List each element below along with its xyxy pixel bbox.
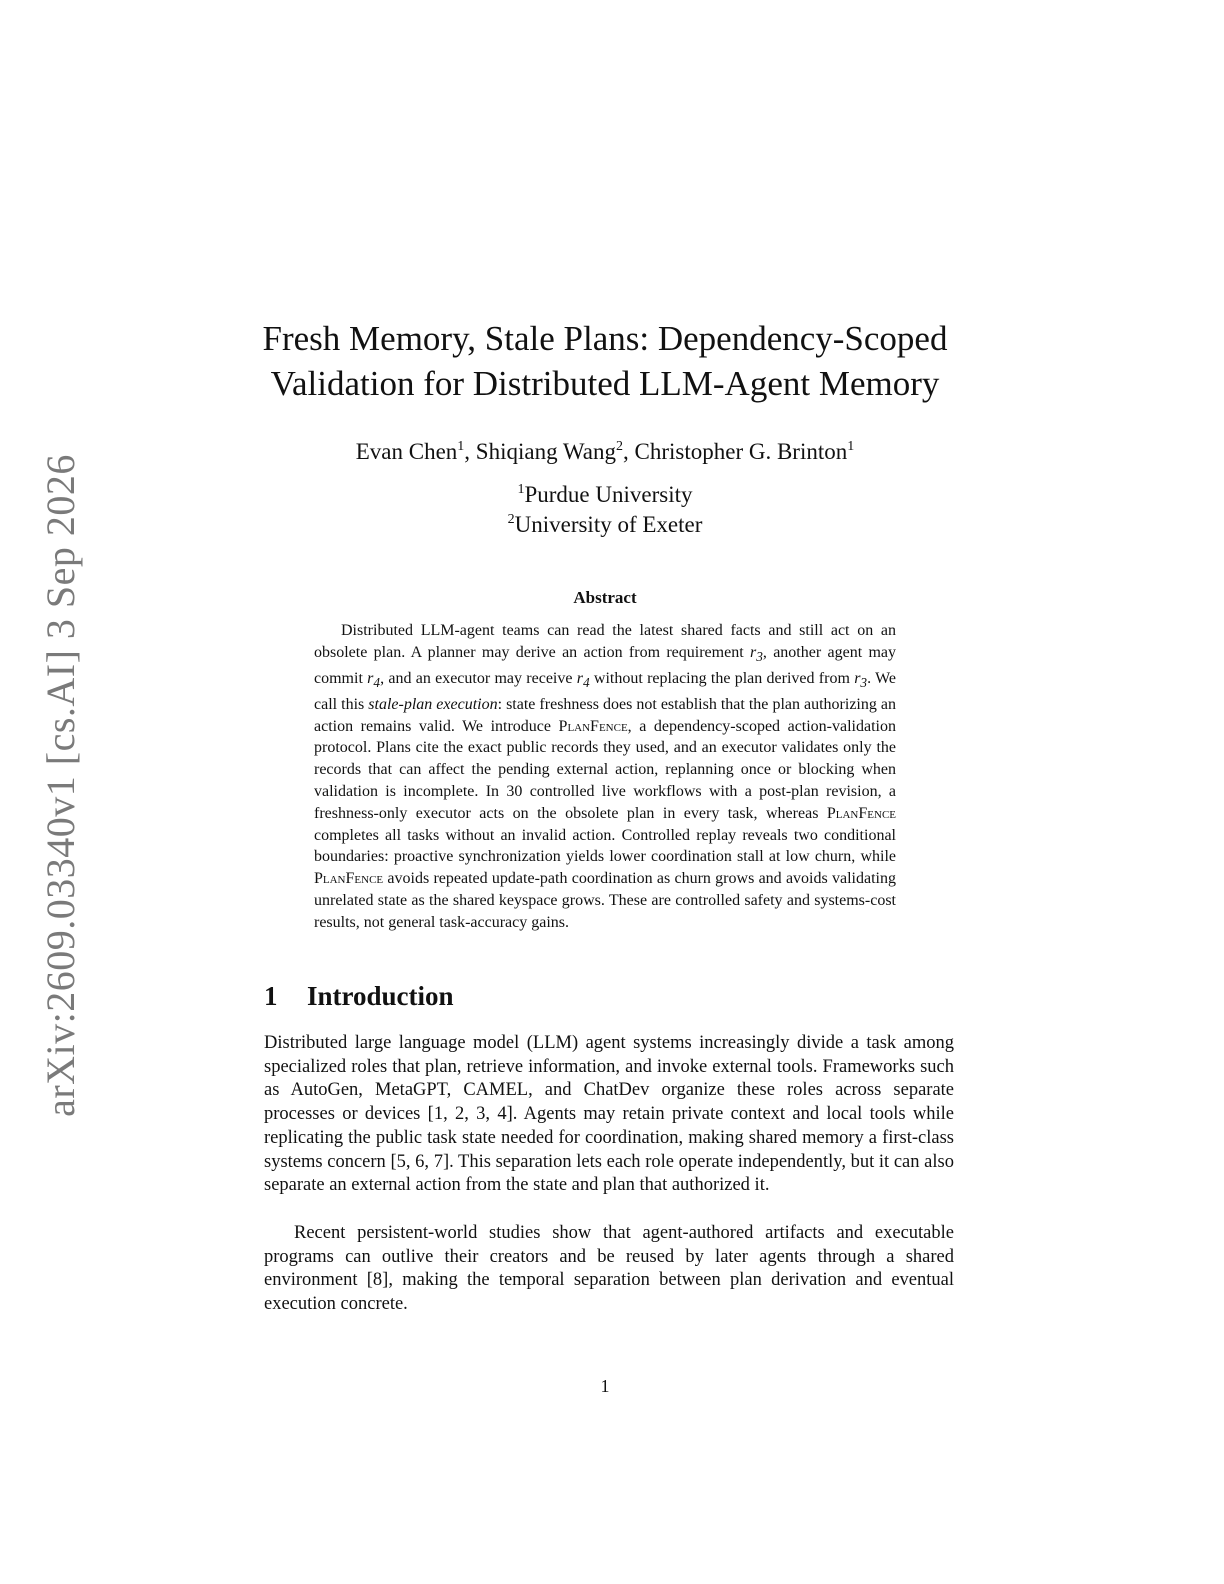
title-line-2: Validation for Distributed LLM-Agent Memory: [270, 364, 940, 403]
author-affiliation-mark: 2: [616, 439, 623, 454]
affiliation-purdue: [350, 480, 860, 510]
affiliation-name: University of Exeter: [514, 512, 703, 537]
abstract-fragment: , a dependency-scoped action-validation protocol. Plans cite the exact public records they used, and an executor validates only the records that can affect the pending external action, replanning once or blocking when validation is incomplete. In 30 controlled live workflows with a post-plan revision, a freshness-only executor acts on the obsolete plan in every task, whereas: [314, 717, 896, 822]
author-name: Shiqiang Wang: [475, 439, 616, 464]
section-heading-introduction: [264, 978, 764, 1014]
author-name: Christopher G. Brinton: [634, 439, 848, 464]
abstract-heading: Abstract: [573, 588, 637, 607]
abstract-fragment: avoids repeated update-path coordination as churn grows and avoids validating unrelated state as the shared keyspace grows. These are controlled safety and systems-cost results, not general task-accuracy gains.: [314, 870, 896, 931]
section-title: Introduction: [307, 981, 454, 1011]
section-number: 1: [264, 981, 278, 1011]
title-line-1: Fresh Memory, Stale Plans: Dependency-Scoped: [262, 319, 948, 358]
arxiv-stamp: [30, 455, 90, 1115]
math-var: r: [749, 643, 757, 661]
math-var: r: [576, 669, 583, 687]
abstract-fragment: , and an executor may receive: [380, 669, 577, 687]
abstract-fragment: without replacing the plan derived from: [589, 669, 855, 687]
intro-paragraph-1: Distributed large language model (LLM) agent systems increasingly divide a task among specialized roles that plan, retrieve information, and invoke external tools. Frameworks such as AutoGen, MetaGPT, CAMEL, and ChatDev organize these roles across separate processes or devices [1, 2, 3, 4]. Agents may retain private context and local tools while replicating the public task state needed for coordination, making shared memory a first-class systems concern [5, 6, 7]. This separation lets each role operate independently, but it can also separate an external action from the state and plan that authorized it.: [264, 1033, 954, 1196]
math-symbol: [367, 669, 381, 690]
author-affiliation-mark: 1: [847, 439, 855, 454]
abstract-fragment: Distributed LLM-agent teams can read the latest shared facts and still act on an obsolete plan. A planner may derive an action from requirement: [314, 622, 896, 661]
intro-paragraph-2: Recent persistent-world studies show that agent-authored artifacts and executable programs can outlive their creators and be reused by later agents through a shared environment [8], making the temporal separation between plan derivation and eventual execution concrete.: [264, 1223, 954, 1315]
abstract-fragment: completes all tasks without an invalid action. Controlled replay reveals two conditional boundaries: proactive synchronization yields lower coordination stall at low churn, while: [314, 826, 896, 866]
abstract-fragment: . We call this: [314, 669, 897, 713]
author-separator: ,: [464, 439, 476, 464]
affiliation-exeter: [350, 510, 860, 540]
math-subscript: 3: [756, 648, 763, 664]
abstract-text: [314, 620, 896, 934]
abstract-fragment: , another agent may commit: [314, 643, 897, 687]
author-name: Evan Chen: [355, 439, 458, 464]
math-subscript: 4: [582, 674, 590, 690]
math-subscript: 4: [373, 674, 381, 690]
affiliation-name: Purdue University: [524, 482, 693, 507]
abstract-fragment: : state freshness does not establish that the plan authorizing an action remains valid. We introduce: [314, 695, 897, 735]
affiliation-mark: 1: [517, 482, 525, 497]
math-var: r: [854, 669, 861, 687]
author-list: [250, 437, 960, 467]
paper-title: [200, 316, 1010, 406]
math-symbol: [576, 669, 590, 690]
author-separator: ,: [623, 439, 635, 464]
defined-term: stale-plan execution: [368, 695, 498, 713]
math-symbol: [749, 643, 763, 664]
author-affiliation-mark: 1: [457, 439, 465, 454]
arxiv-identifier: arXiv:2609.03340v1 [cs.AI] 3 Sep 2026: [37, 453, 83, 1117]
system-name: PlanFence: [826, 804, 896, 822]
math-subscript: 3: [860, 674, 868, 690]
page-number: 1: [600, 1376, 610, 1396]
system-name: PlanFence: [314, 870, 384, 888]
math-var: r: [367, 669, 374, 687]
affiliation-mark: 2: [507, 512, 515, 527]
math-symbol: [854, 669, 868, 690]
system-name: PlanFence: [558, 717, 628, 735]
